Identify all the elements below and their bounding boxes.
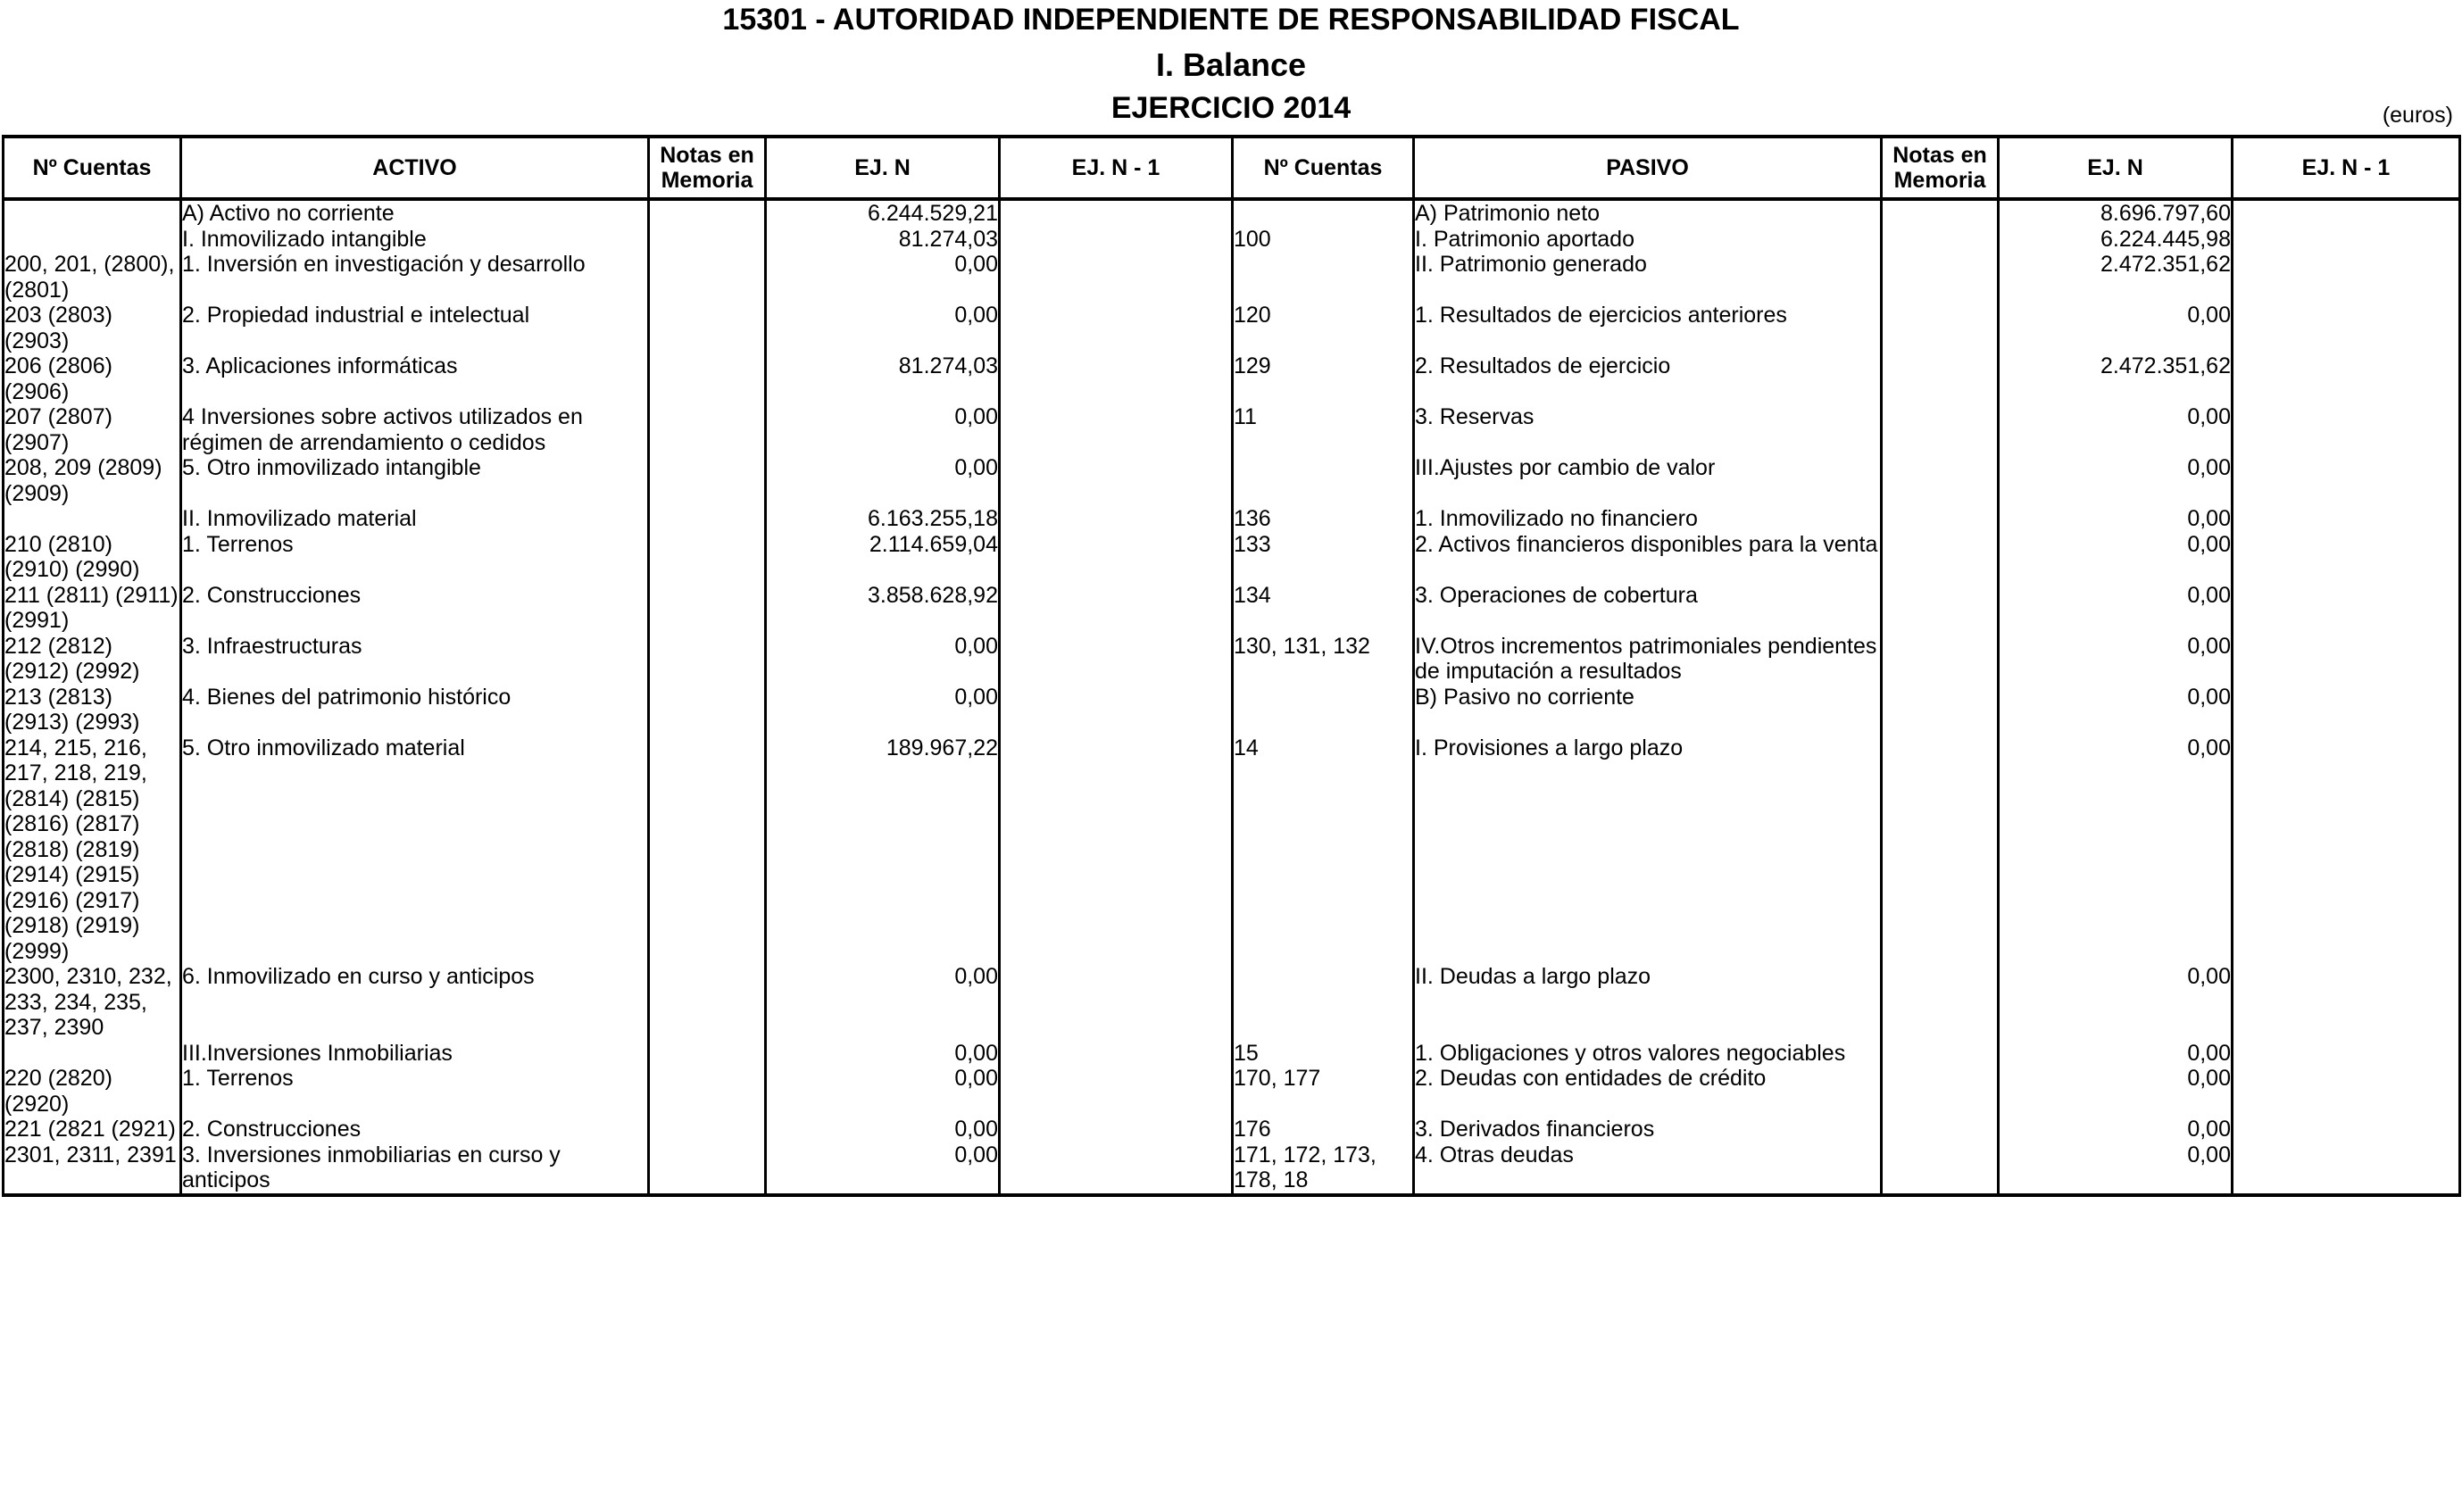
activo-cuentas-cell: 221 (2821 (2921)	[4, 1117, 181, 1142]
table-row	[4, 455, 2460, 506]
activo-notas-cell	[649, 1041, 766, 1067]
pasivo-cuentas-cell	[1233, 252, 1414, 303]
activo-cuentas-cell: 200, 201, (2800), (2801)	[4, 252, 181, 303]
pasivo-ejn-cell: 0,00	[1999, 455, 2233, 506]
pasivo-cuentas-cell: 171, 172, 173, 178, 18	[1233, 1142, 1414, 1195]
pasivo-notas-cell	[1882, 634, 1999, 685]
pasivo-cuentas-cell	[1233, 455, 1414, 506]
activo-ejn1-cell	[1000, 634, 1233, 685]
col-header-notas-activo: Notas en Memoria	[649, 137, 766, 199]
pasivo-ejn-cell: 2.472.351,62	[1999, 353, 2233, 404]
pasivo-ejn1-cell	[2233, 1142, 2460, 1195]
activo-notas-cell	[649, 964, 766, 1041]
pasivo-ejn1-cell	[2233, 685, 2460, 735]
pasivo-label-cell: I. Patrimonio aportado	[1414, 227, 1882, 253]
activo-notas-cell	[649, 583, 766, 634]
activo-ejn1-cell	[1000, 1041, 1233, 1067]
activo-label-cell: 6. Inmovilizado en curso y anticipos	[181, 964, 649, 1041]
pasivo-label-cell: III.Ajustes por cambio de valor	[1414, 455, 1882, 506]
pasivo-notas-cell	[1882, 532, 1999, 583]
col-header-notas-pasivo: Notas en Memoria	[1882, 137, 1999, 199]
pasivo-cuentas-cell: 176	[1233, 1117, 1414, 1142]
pasivo-notas-cell	[1882, 1142, 1999, 1195]
pasivo-ejn1-cell	[2233, 506, 2460, 532]
table-row	[4, 634, 2460, 685]
activo-ejn-cell: 0,00	[766, 1066, 1000, 1117]
pasivo-ejn1-cell	[2233, 303, 2460, 353]
activo-notas-cell	[649, 252, 766, 303]
pasivo-label-cell: 2. Deudas con entidades de crédito	[1414, 1066, 1882, 1117]
pasivo-label-cell: 1. Obligaciones y otros valores negociables	[1414, 1041, 1882, 1067]
activo-notas-cell	[649, 506, 766, 532]
activo-ejn1-cell	[1000, 735, 1233, 965]
activo-notas-cell	[649, 685, 766, 735]
pasivo-notas-cell	[1882, 353, 1999, 404]
table-row	[4, 735, 2460, 965]
pasivo-notas-cell	[1882, 1041, 1999, 1067]
pasivo-cuentas-cell: 15	[1233, 1041, 1414, 1067]
table-row	[4, 303, 2460, 353]
fiscal-year: EJERCICIO 2014	[1110, 91, 1352, 125]
activo-cuentas-cell: 207 (2807) (2907)	[4, 404, 181, 455]
activo-cuentas-cell: 208, 209 (2809) (2909)	[4, 455, 181, 506]
activo-cuentas-cell: 2301, 2311, 2391	[4, 1142, 181, 1195]
balance-table	[2, 135, 2461, 1197]
pasivo-label-cell: 1. Inmovilizado no financiero	[1414, 506, 1882, 532]
activo-cuentas-cell: 214, 215, 216, 217, 218, 219, (2814) (2815) (2816) (2817) (2818) (2819) (2914) (2915) (2916) (2917) (2918) (2919) (2999)	[4, 735, 181, 965]
pasivo-notas-cell	[1882, 199, 1999, 227]
activo-notas-cell	[649, 1117, 766, 1142]
activo-ejn-cell: 0,00	[766, 964, 1000, 1041]
activo-label-cell: 1. Terrenos	[181, 532, 649, 583]
activo-ejn1-cell	[1000, 303, 1233, 353]
activo-cuentas-cell: 2300, 2310, 232, 233, 234, 235, 237, 2390	[4, 964, 181, 1041]
pasivo-notas-cell	[1882, 404, 1999, 455]
table-row	[4, 1041, 2460, 1067]
activo-notas-cell	[649, 634, 766, 685]
pasivo-label-cell: IV.Otros incrementos patrimoniales pendientes de imputación a resultados	[1414, 634, 1882, 685]
activo-ejn1-cell	[1000, 964, 1233, 1041]
activo-ejn-cell: 0,00	[766, 404, 1000, 455]
table-row	[4, 404, 2460, 455]
pasivo-ejn-cell: 0,00	[1999, 1041, 2233, 1067]
activo-label-cell: 3. Inversiones inmobiliarias en curso y anticipos	[181, 1142, 649, 1195]
activo-ejn-cell: 0,00	[766, 455, 1000, 506]
pasivo-ejn1-cell	[2233, 583, 2460, 634]
pasivo-cuentas-cell: 134	[1233, 583, 1414, 634]
entity-title: 15301 - AUTORIDAD INDEPENDIENTE DE RESPONSABILIDAD FISCAL	[722, 3, 1740, 37]
pasivo-ejn1-cell	[2233, 455, 2460, 506]
pasivo-label-cell: II. Deudas a largo plazo	[1414, 964, 1882, 1041]
activo-label-cell: 2. Construcciones	[181, 583, 649, 634]
pasivo-notas-cell	[1882, 964, 1999, 1041]
pasivo-ejn-cell: 0,00	[1999, 1142, 2233, 1195]
table-row	[4, 199, 2460, 227]
pasivo-ejn1-cell	[2233, 735, 2460, 965]
activo-label-cell: II. Inmovilizado material	[181, 506, 649, 532]
pasivo-ejn1-cell	[2233, 1117, 2460, 1142]
pasivo-cuentas-cell	[1233, 199, 1414, 227]
pasivo-ejn1-cell	[2233, 1066, 2460, 1117]
pasivo-label-cell: 2. Resultados de ejercicio	[1414, 353, 1882, 404]
activo-label-cell: 5. Otro inmovilizado intangible	[181, 455, 649, 506]
activo-cuentas-cell: 220 (2820) (2920)	[4, 1066, 181, 1117]
pasivo-cuentas-cell: 120	[1233, 303, 1414, 353]
activo-ejn1-cell	[1000, 227, 1233, 253]
activo-ejn-cell: 0,00	[766, 685, 1000, 735]
activo-notas-cell	[649, 532, 766, 583]
pasivo-ejn-cell: 0,00	[1999, 1066, 2233, 1117]
activo-notas-cell	[649, 199, 766, 227]
pasivo-label-cell: 2. Activos financieros disponibles para la venta	[1414, 532, 1882, 583]
activo-notas-cell	[649, 303, 766, 353]
pasivo-ejn-cell: 0,00	[1999, 964, 2233, 1041]
activo-label-cell: 2. Propiedad industrial e intelectual	[181, 303, 649, 353]
activo-ejn1-cell	[1000, 506, 1233, 532]
pasivo-cuentas-cell: 11	[1233, 404, 1414, 455]
table-row	[4, 1066, 2460, 1117]
activo-ejn-cell: 0,00	[766, 1142, 1000, 1195]
col-header-ejn1-activo: EJ. N - 1	[1000, 137, 1233, 199]
col-header-pasivo: PASIVO	[1414, 137, 1882, 199]
activo-cuentas-cell	[4, 506, 181, 532]
table-row	[4, 685, 2460, 735]
activo-cuentas-cell: 211 (2811) (2911) (2991)	[4, 583, 181, 634]
table-header-row	[4, 137, 2460, 199]
table-row	[4, 964, 2460, 1041]
activo-ejn1-cell	[1000, 1142, 1233, 1195]
table-row	[4, 506, 2460, 532]
pasivo-ejn1-cell	[2233, 199, 2460, 227]
activo-cuentas-cell	[4, 1041, 181, 1067]
pasivo-notas-cell	[1882, 685, 1999, 735]
pasivo-cuentas-cell: 133	[1233, 532, 1414, 583]
pasivo-ejn1-cell	[2233, 964, 2460, 1041]
pasivo-ejn-cell: 0,00	[1999, 735, 2233, 965]
pasivo-ejn-cell: 0,00	[1999, 1117, 2233, 1142]
activo-label-cell: 1. Terrenos	[181, 1066, 649, 1117]
activo-ejn1-cell	[1000, 199, 1233, 227]
pasivo-ejn-cell: 0,00	[1999, 303, 2233, 353]
activo-ejn-cell: 6.244.529,21	[766, 199, 1000, 227]
pasivo-cuentas-cell: 100	[1233, 227, 1414, 253]
pasivo-ejn-cell: 0,00	[1999, 685, 2233, 735]
col-header-cuentas-activo: Nº Cuentas	[4, 137, 181, 199]
pasivo-ejn-cell: 0,00	[1999, 583, 2233, 634]
pasivo-ejn1-cell	[2233, 353, 2460, 404]
activo-label-cell: A) Activo no corriente	[181, 199, 649, 227]
pasivo-notas-cell	[1882, 455, 1999, 506]
pasivo-label-cell: 3. Operaciones de cobertura	[1414, 583, 1882, 634]
pasivo-notas-cell	[1882, 303, 1999, 353]
activo-ejn-cell: 0,00	[766, 252, 1000, 303]
activo-ejn1-cell	[1000, 1066, 1233, 1117]
activo-label-cell: 3. Aplicaciones informáticas	[181, 353, 649, 404]
activo-ejn-cell: 0,00	[766, 1117, 1000, 1142]
pasivo-label-cell: B) Pasivo no corriente	[1414, 685, 1882, 735]
activo-cuentas-cell: 203 (2803) (2903)	[4, 303, 181, 353]
table-row	[4, 353, 2460, 404]
pasivo-notas-cell	[1882, 252, 1999, 303]
pasivo-label-cell: II. Patrimonio generado	[1414, 252, 1882, 303]
pasivo-ejn1-cell	[2233, 227, 2460, 253]
units-label: (euros)	[2382, 103, 2453, 128]
activo-label-cell: I. Inmovilizado intangible	[181, 227, 649, 253]
pasivo-ejn-cell: 0,00	[1999, 404, 2233, 455]
activo-ejn1-cell	[1000, 455, 1233, 506]
activo-label-cell: 5. Otro inmovilizado material	[181, 735, 649, 965]
activo-notas-cell	[649, 404, 766, 455]
pasivo-cuentas-cell: 129	[1233, 353, 1414, 404]
activo-ejn-cell: 6.163.255,18	[766, 506, 1000, 532]
pasivo-ejn1-cell	[2233, 634, 2460, 685]
activo-notas-cell	[649, 455, 766, 506]
pasivo-notas-cell	[1882, 1066, 1999, 1117]
table-row	[4, 227, 2460, 253]
activo-ejn1-cell	[1000, 252, 1233, 303]
activo-notas-cell	[649, 1066, 766, 1117]
pasivo-ejn1-cell	[2233, 1041, 2460, 1067]
activo-ejn-cell: 0,00	[766, 1041, 1000, 1067]
activo-cuentas-cell	[4, 199, 181, 227]
pasivo-ejn1-cell	[2233, 252, 2460, 303]
col-header-ejn-activo: EJ. N	[766, 137, 1000, 199]
pasivo-notas-cell	[1882, 735, 1999, 965]
pasivo-cuentas-cell	[1233, 685, 1414, 735]
col-header-cuentas-pasivo: Nº Cuentas	[1233, 137, 1414, 199]
pasivo-label-cell: 3. Derivados financieros	[1414, 1117, 1882, 1142]
pasivo-cuentas-cell: 130, 131, 132	[1233, 634, 1414, 685]
pasivo-ejn-cell: 0,00	[1999, 506, 2233, 532]
activo-cuentas-cell: 212 (2812) (2912) (2992)	[4, 634, 181, 685]
pasivo-label-cell: 1. Resultados de ejercicios anteriores	[1414, 303, 1882, 353]
activo-label-cell: III.Inversiones Inmobiliarias	[181, 1041, 649, 1067]
activo-notas-cell	[649, 735, 766, 965]
pasivo-cuentas-cell	[1233, 964, 1414, 1041]
activo-ejn-cell: 189.967,22	[766, 735, 1000, 965]
pasivo-ejn-cell: 8.696.797,60	[1999, 199, 2233, 227]
pasivo-ejn-cell: 0,00	[1999, 532, 2233, 583]
pasivo-ejn1-cell	[2233, 404, 2460, 455]
col-header-ejn-pasivo: EJ. N	[1999, 137, 2233, 199]
activo-ejn1-cell	[1000, 1117, 1233, 1142]
activo-ejn1-cell	[1000, 353, 1233, 404]
activo-label-cell: 1. Inversión en investigación y desarrollo	[181, 252, 649, 303]
activo-notas-cell	[649, 227, 766, 253]
pasivo-cuentas-cell: 136	[1233, 506, 1414, 532]
activo-ejn1-cell	[1000, 583, 1233, 634]
activo-label-cell: 4 Inversiones sobre activos utilizados en régimen de arrendamiento o cedidos	[181, 404, 649, 455]
pasivo-notas-cell	[1882, 583, 1999, 634]
pasivo-ejn-cell: 6.224.445,98	[1999, 227, 2233, 253]
pasivo-label-cell: 4. Otras deudas	[1414, 1142, 1882, 1195]
pasivo-label-cell: A) Patrimonio neto	[1414, 199, 1882, 227]
activo-notas-cell	[649, 1142, 766, 1195]
activo-cuentas-cell	[4, 227, 181, 253]
activo-ejn-cell: 0,00	[766, 634, 1000, 685]
activo-cuentas-cell: 210 (2810) (2910) (2990)	[4, 532, 181, 583]
activo-ejn-cell: 2.114.659,04	[766, 532, 1000, 583]
activo-label-cell: 3. Infraestructuras	[181, 634, 649, 685]
pasivo-ejn-cell: 2.472.351,62	[1999, 252, 2233, 303]
table-row	[4, 1117, 2460, 1142]
table-row	[4, 583, 2460, 634]
activo-ejn-cell: 3.858.628,92	[766, 583, 1000, 634]
activo-ejn-cell: 81.274,03	[766, 227, 1000, 253]
pasivo-ejn-cell: 0,00	[1999, 634, 2233, 685]
activo-label-cell: 4. Bienes del patrimonio histórico	[181, 685, 649, 735]
pasivo-notas-cell	[1882, 1117, 1999, 1142]
activo-ejn1-cell	[1000, 532, 1233, 583]
activo-label-cell: 2. Construcciones	[181, 1117, 649, 1142]
activo-ejn-cell: 81.274,03	[766, 353, 1000, 404]
activo-ejn1-cell	[1000, 685, 1233, 735]
pasivo-cuentas-cell: 170, 177	[1233, 1066, 1414, 1117]
table-row	[4, 252, 2460, 303]
pasivo-ejn1-cell	[2233, 532, 2460, 583]
pasivo-notas-cell	[1882, 227, 1999, 253]
col-header-activo: ACTIVO	[181, 137, 649, 199]
activo-cuentas-cell: 213 (2813) (2913) (2993)	[4, 685, 181, 735]
activo-ejn-cell: 0,00	[766, 303, 1000, 353]
table-row	[4, 1142, 2460, 1195]
pasivo-cuentas-cell: 14	[1233, 735, 1414, 965]
statement-title: I. Balance	[1155, 46, 1307, 83]
col-header-ejn1-pasivo: EJ. N - 1	[2233, 137, 2460, 199]
table-row	[4, 532, 2460, 583]
activo-cuentas-cell: 206 (2806) (2906)	[4, 353, 181, 404]
pasivo-label-cell: I. Provisiones a largo plazo	[1414, 735, 1882, 965]
pasivo-notas-cell	[1882, 506, 1999, 532]
activo-ejn1-cell	[1000, 404, 1233, 455]
pasivo-label-cell: 3. Reservas	[1414, 404, 1882, 455]
activo-notas-cell	[649, 353, 766, 404]
